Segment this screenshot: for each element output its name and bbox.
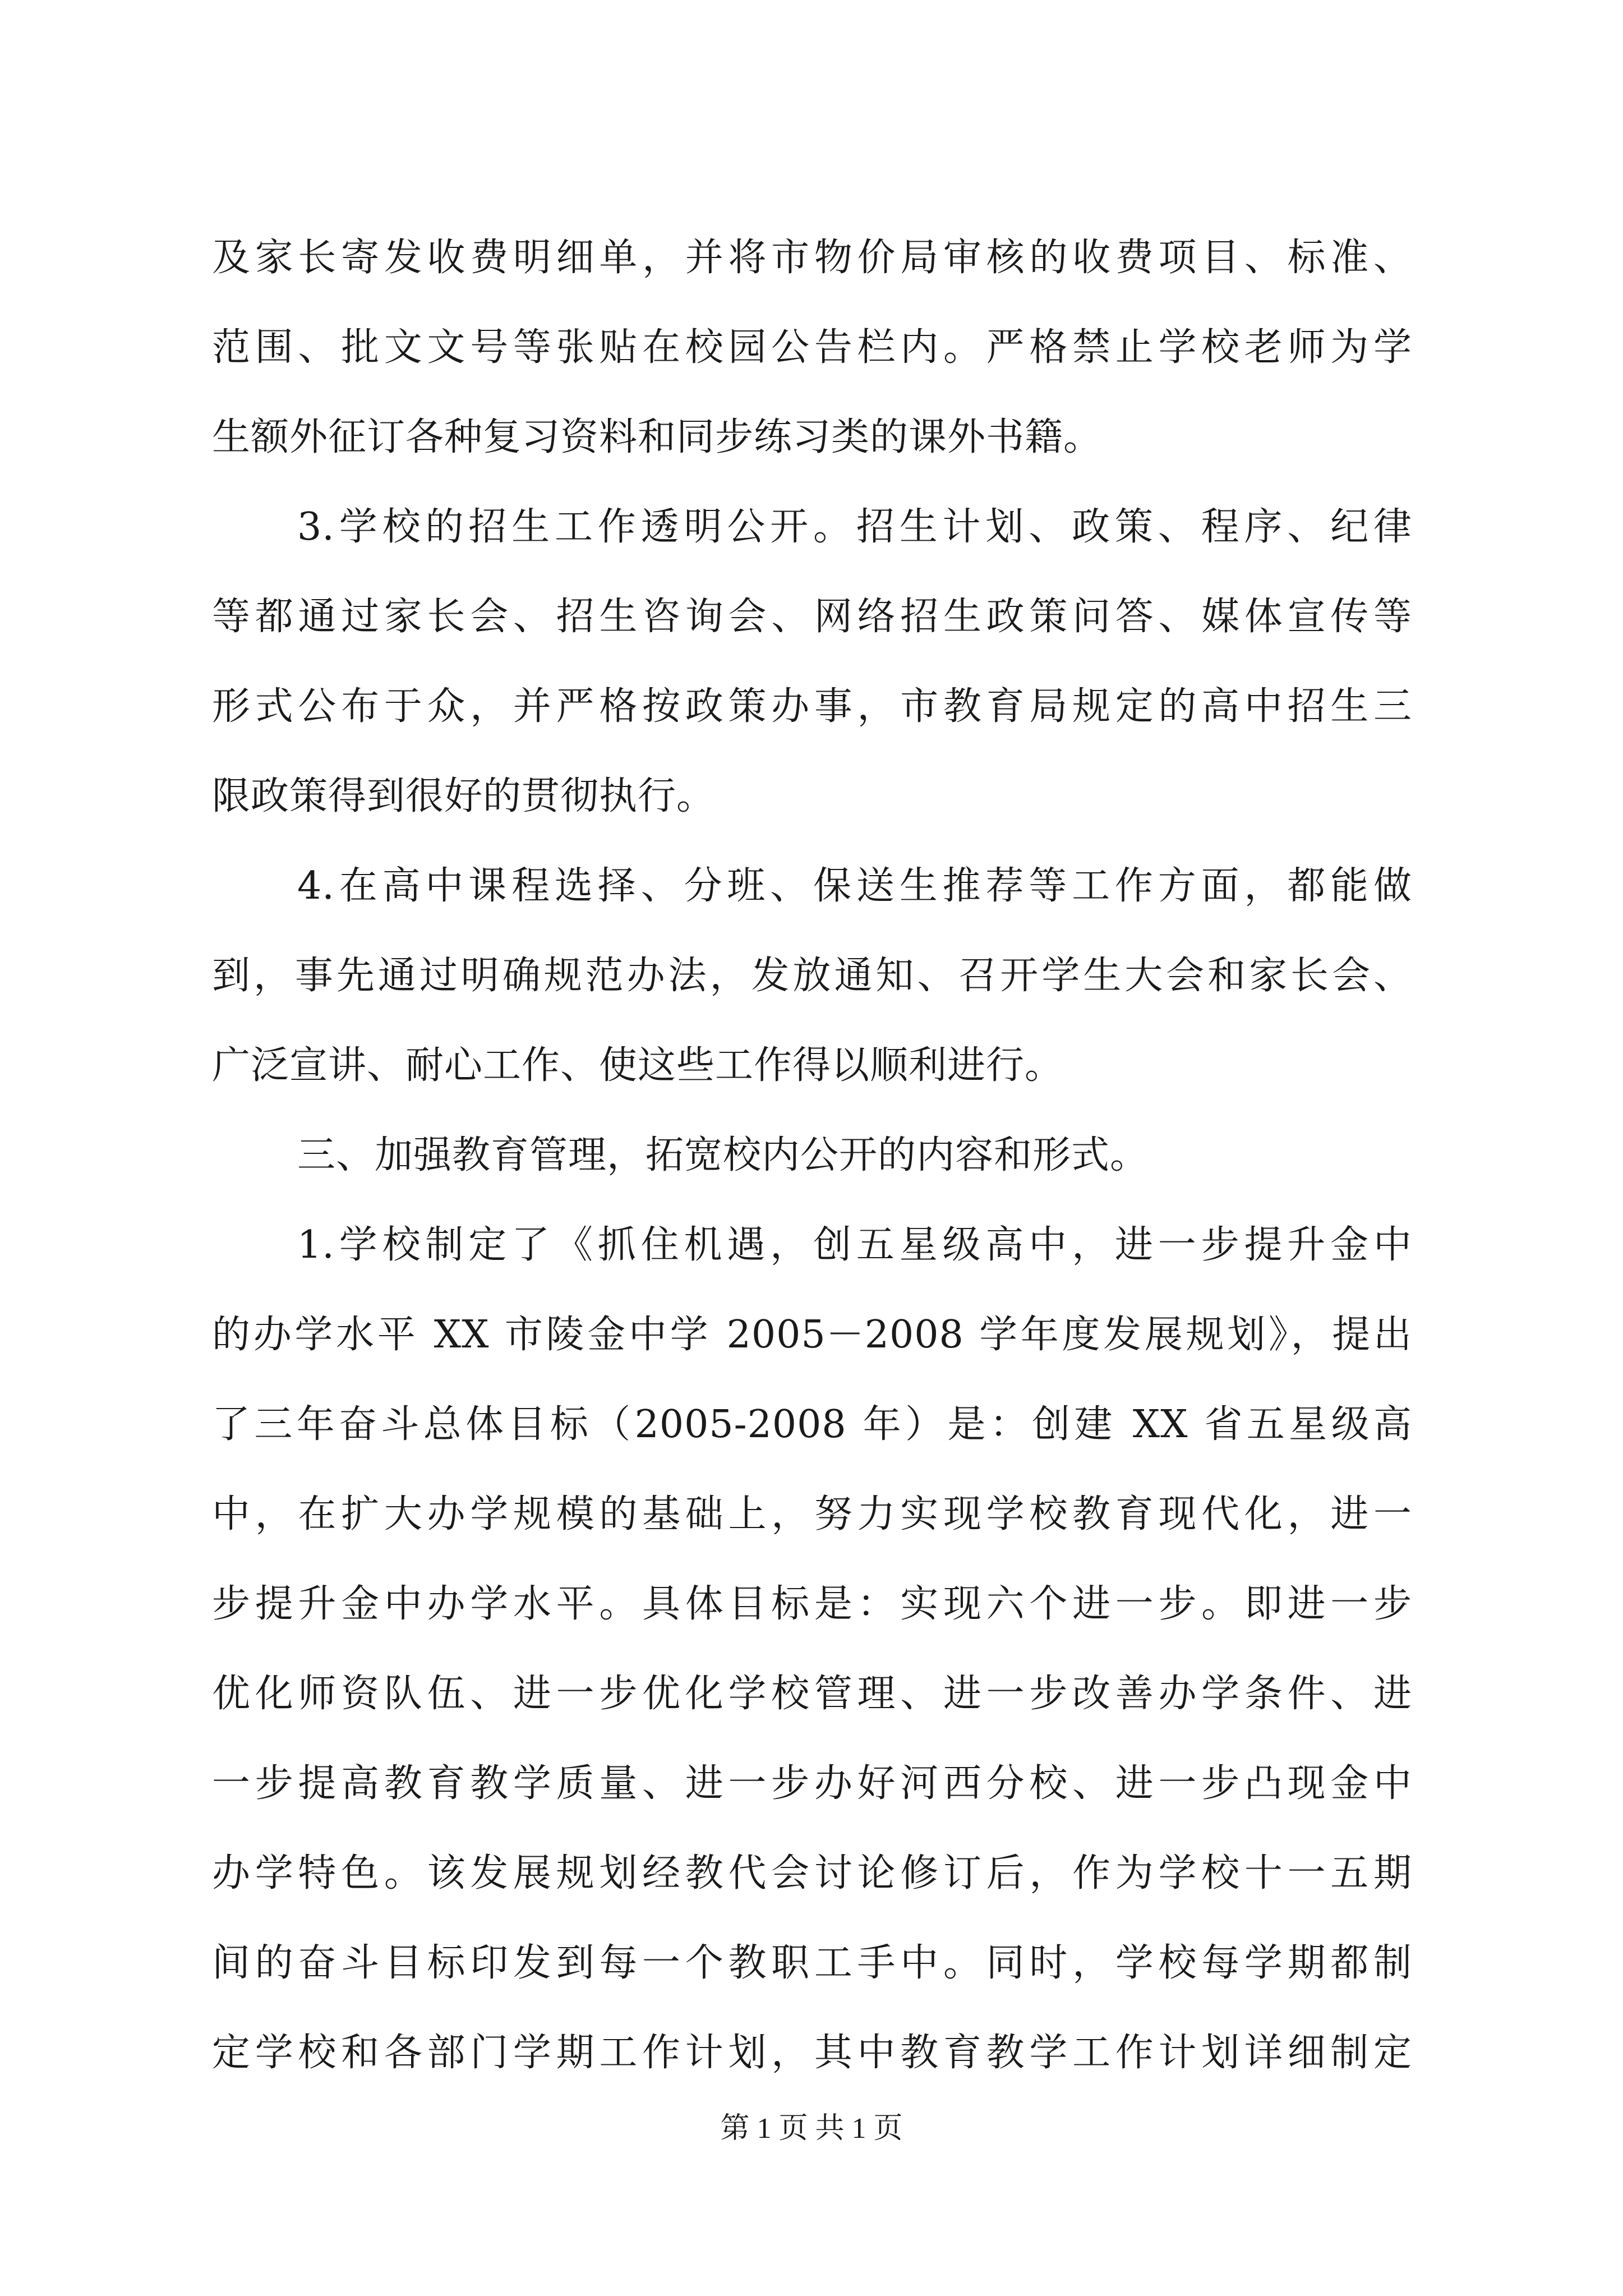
text-line: 步提升金中办学水平。具体目标是：实现六个进一步。即进一步 xyxy=(212,1582,1412,1626)
text-line: 了三年奋斗总体目标（2005-2008 年）是：创建 XX 省五星级高 xyxy=(212,1402,1412,1447)
text-line: 办学特色。该发展规划经教代会讨论修订后，作为学校十一五期 xyxy=(212,1851,1412,1895)
text-line: 到，事先通过明确规范办法，发放通知、召开学生大会和家长会、 xyxy=(212,954,1412,998)
text-line: 形式公布于众，并严格按政策办事，市教育局规定的高中招生三 xyxy=(212,684,1412,729)
page-footer: 第 1 页 共 1 页 xyxy=(720,2113,903,2145)
text-line: 限政策得到很好的贯彻执行。 xyxy=(212,774,716,818)
text-line: 中，在扩大办学规模的基础上，努力实现学校教育现代化，进一 xyxy=(212,1492,1412,1536)
text-line: 4.在高中课程选择、分班、保送生推荐等工作方面，都能做 xyxy=(297,864,1412,908)
text-line: 一步提高教育教学质量、进一步办好河西分校、进一步凸现金中 xyxy=(212,1761,1412,1806)
text-line: 间的奋斗目标印发到每一个教职工手中。同时，学校每学期都制 xyxy=(212,1941,1412,1985)
text-line: 1.学校制定了《抓住机遇，创五星级高中，进一步提升金中 xyxy=(297,1223,1412,1267)
text-line: 等都通过家长会、招生咨询会、网络招生政策问答、媒体宣传等 xyxy=(212,595,1412,639)
text-line: 3.学校的招生工作透明公开。招生计划、政策、程序、纪律 xyxy=(297,505,1412,549)
text-line: 及家长寄发收费明细单，并将市物价局审核的收费项目、标准、 xyxy=(212,236,1412,280)
text-line: 广泛宣讲、耐心工作、使这些工作得以顺利进行。 xyxy=(212,1043,1064,1088)
text-line: 的办学水平 XX 市陵金中学 2005－2008 学年度发展规划》，提出 xyxy=(212,1313,1412,1357)
text-line: 生额外征订各种复习资料和同步练习类的课外书籍。 xyxy=(212,415,1103,459)
text-line: 优化师资队伍、进一步优化学校管理、进一步改善办学条件、进 xyxy=(212,1672,1412,1716)
text-line: 范围、批文文号等张贴在校园公告栏内。严格禁止学校老师为学 xyxy=(212,325,1412,370)
text-line: 定学校和各部门学期工作计划，其中教育教学工作计划详细制定 xyxy=(212,2031,1412,2075)
section-heading: 三、加强教育管理，拓宽校内公开的内容和形式。 xyxy=(297,1133,1149,1177)
